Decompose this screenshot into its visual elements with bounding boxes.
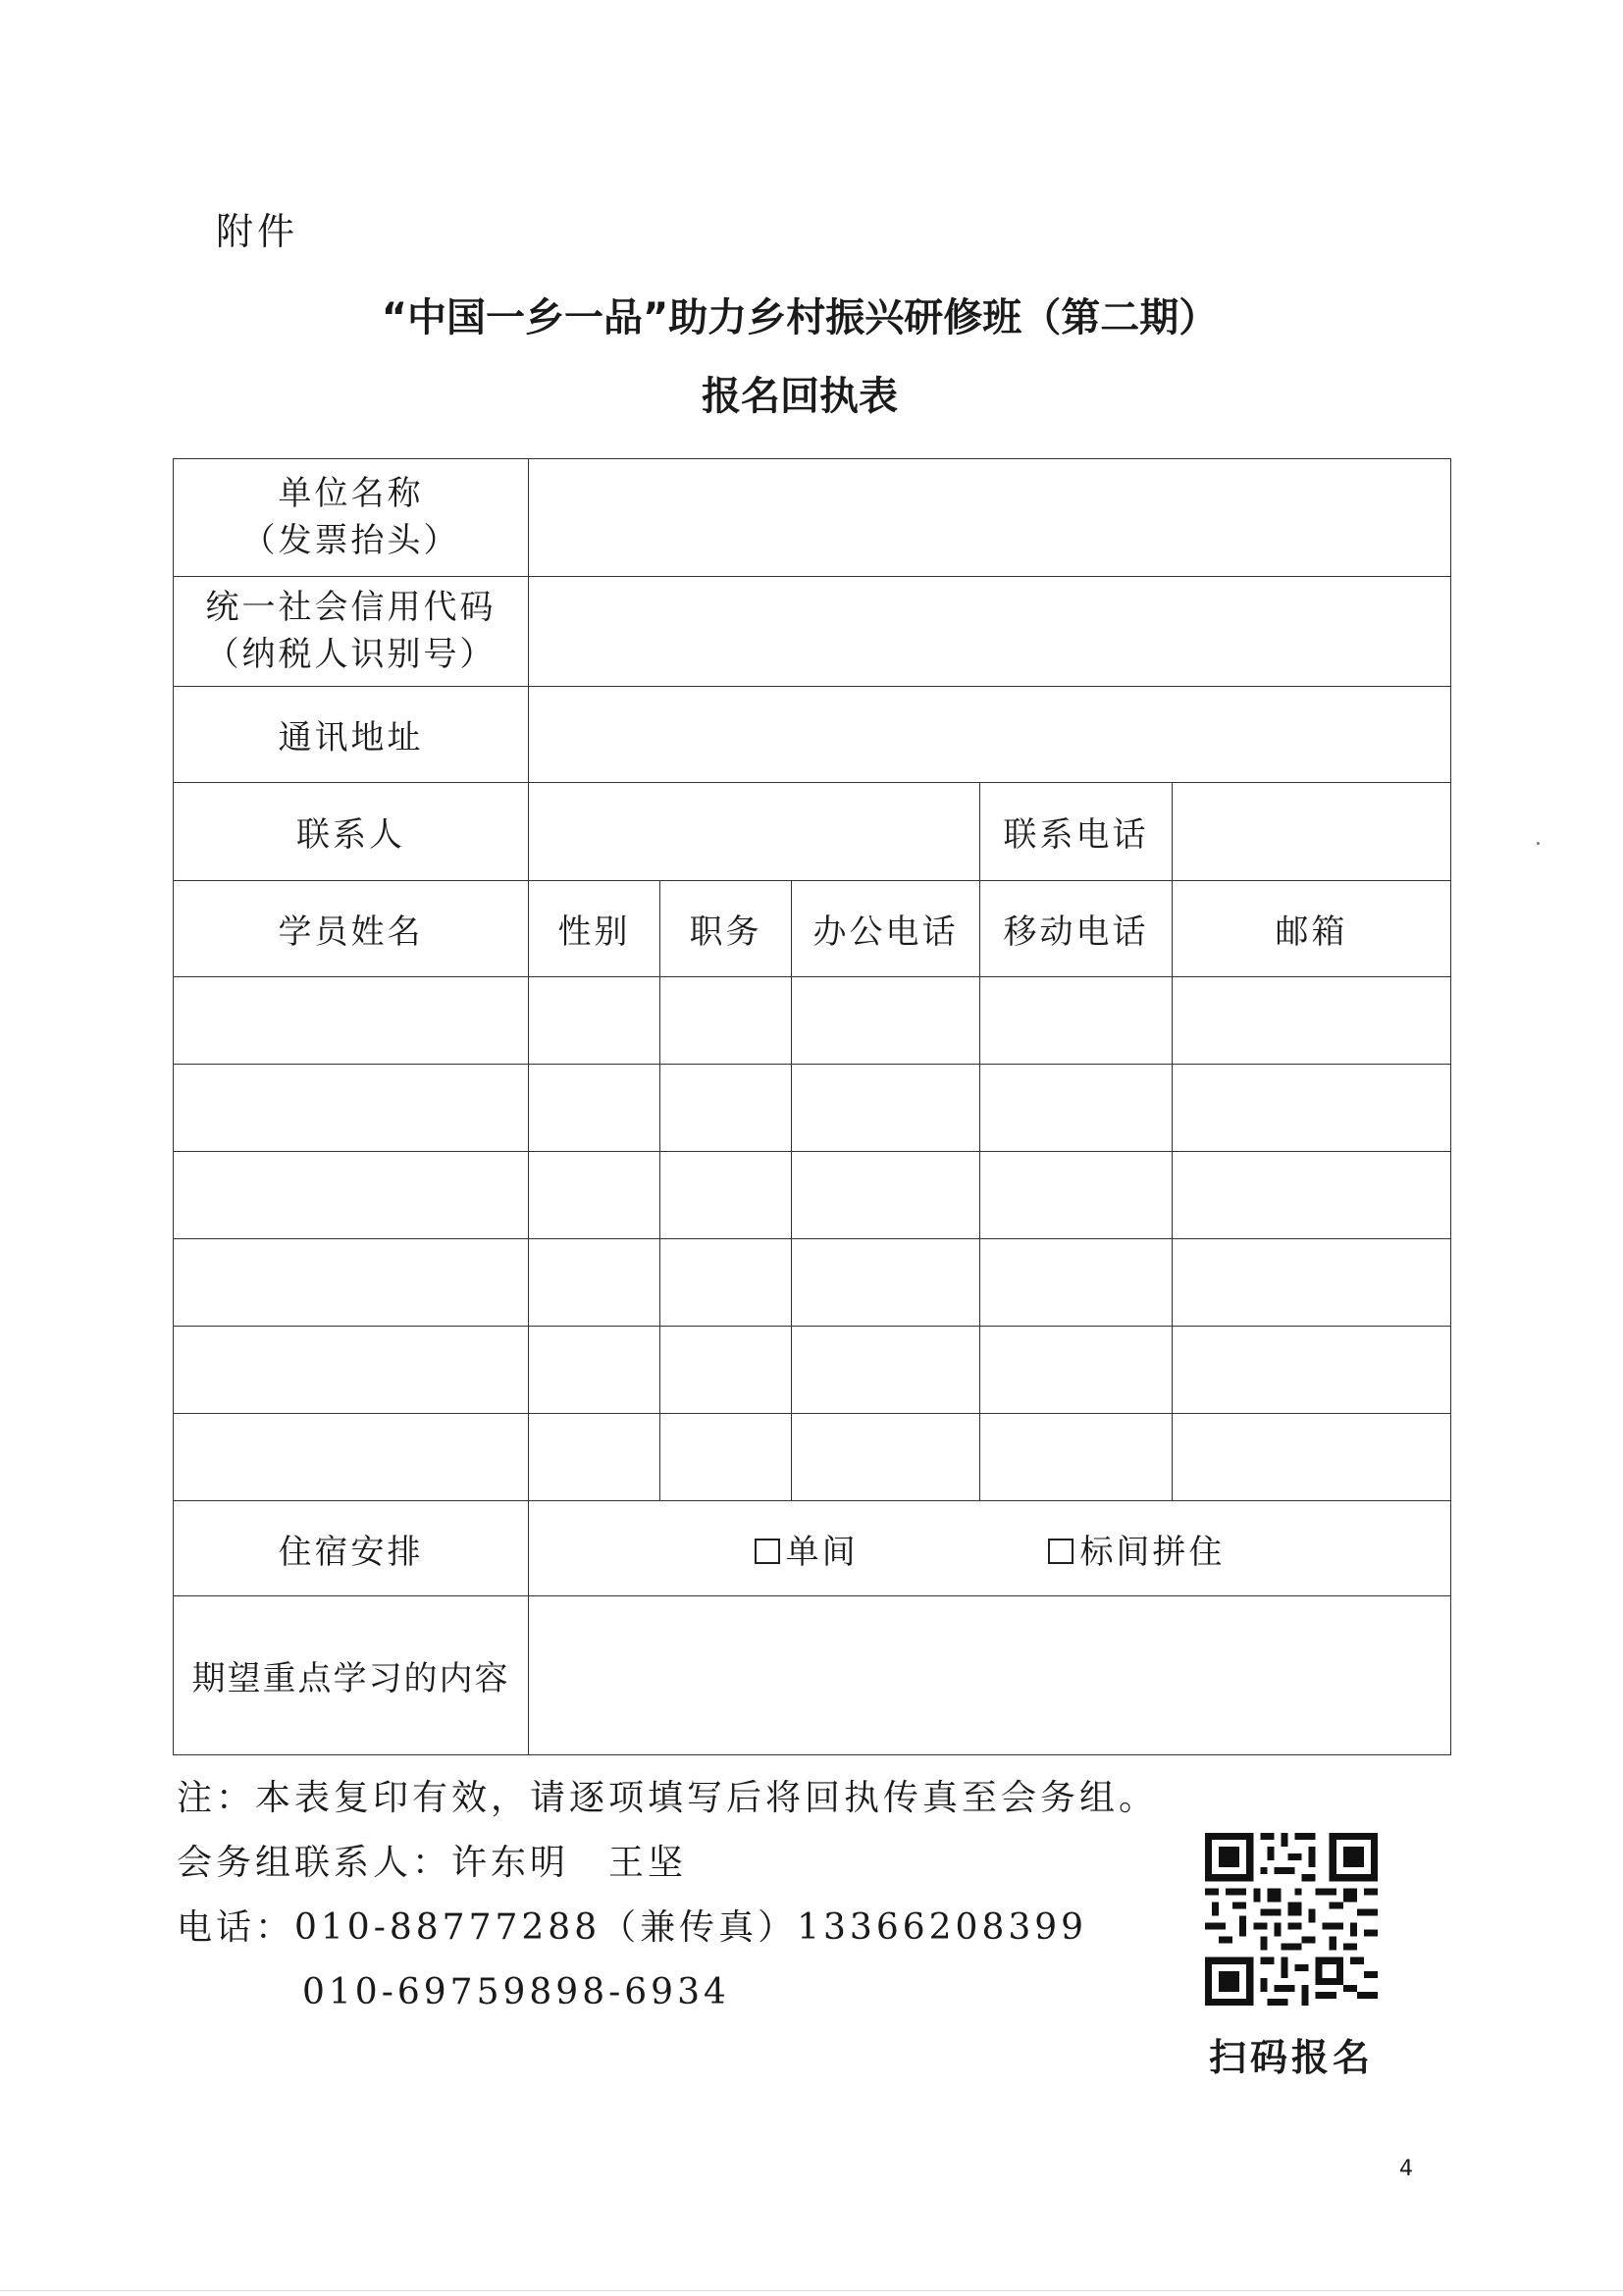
registration-qr-code[interactable] [1205, 1833, 1378, 2006]
student-email-cell[interactable] [1173, 1152, 1451, 1239]
student-mobile-phone-cell[interactable] [980, 1065, 1173, 1152]
qr-label: 扫码报名 [1208, 2036, 1374, 2079]
student-position-cell[interactable] [660, 1239, 792, 1327]
header-email: 邮箱 [1173, 881, 1451, 977]
note-text: 注：本表复印有效，请逐项填写后将回执传真至会务组。 [177, 1778, 1159, 1818]
student-name-cell[interactable] [174, 1065, 529, 1152]
student-office-phone-cell[interactable] [792, 1065, 980, 1152]
student-email-cell[interactable] [1173, 1414, 1451, 1501]
student-gender-cell[interactable] [529, 1152, 660, 1239]
learning-focus-field[interactable] [529, 1596, 1451, 1755]
shared-room-label: 标间拼住 [1079, 1532, 1226, 1572]
contact-person-label: 联系人 [174, 783, 529, 881]
student-gender-cell[interactable] [529, 1414, 660, 1501]
form-title: “中国一乡一品”助力乡村振兴研修班（第二期） [381, 295, 1219, 340]
address-field[interactable] [529, 687, 1451, 783]
student-mobile-phone-cell[interactable] [980, 1152, 1173, 1239]
student-mobile-phone-cell[interactable] [980, 1239, 1173, 1327]
contact-person-field[interactable] [529, 783, 980, 881]
form-subtitle: 报名回执表 [702, 374, 898, 419]
notes-section [177, 1766, 1158, 2025]
student-gender-cell[interactable] [529, 1239, 660, 1327]
contacts-text: 会务组联系人：许东明 王坚 [177, 1843, 688, 1883]
single-room-option[interactable] [755, 1525, 859, 1573]
student-name-cell[interactable] [174, 1327, 529, 1414]
student-gender-cell[interactable] [529, 1327, 660, 1414]
learning-focus-label: 期望重点学习的内容 [174, 1596, 529, 1755]
student-position-cell[interactable] [660, 1152, 792, 1239]
shared-room-option[interactable] [1048, 1525, 1225, 1573]
student-position-cell[interactable] [660, 1414, 792, 1501]
student-gender-cell[interactable] [529, 1065, 660, 1152]
credit-code-label: 统一社会信用代码 （纳税人识别号） [174, 577, 529, 687]
student-position-cell[interactable] [660, 1065, 792, 1152]
student-mobile-phone-cell[interactable] [980, 1414, 1173, 1501]
student-name-cell[interactable] [174, 1239, 529, 1327]
contact-phone-field[interactable] [1173, 783, 1451, 881]
scan-speck [1537, 842, 1540, 845]
student-mobile-phone-cell[interactable] [980, 1327, 1173, 1414]
student-office-phone-cell[interactable] [792, 1152, 980, 1239]
address-label: 通讯地址 [174, 687, 529, 783]
student-row [174, 1327, 1451, 1414]
student-office-phone-cell[interactable] [792, 1327, 980, 1414]
contact-phone-label: 联系电话 [980, 783, 1173, 881]
student-row [174, 1414, 1451, 1501]
student-email-cell[interactable] [1173, 1239, 1451, 1327]
student-position-cell[interactable] [660, 1327, 792, 1414]
header-position: 职务 [660, 881, 792, 977]
single-room-label: 单间 [785, 1532, 859, 1572]
registration-form-table [173, 458, 1451, 1755]
shared-room-checkbox[interactable] [1048, 1539, 1073, 1564]
org-name-label: 单位名称 （发票抬头） [174, 459, 529, 577]
phone-text-2: 010-69759898-6934 [302, 1972, 730, 2012]
page-edge-line [0, 2290, 1623, 2291]
org-name-field[interactable] [529, 459, 1451, 577]
student-email-cell[interactable] [1173, 1065, 1451, 1152]
student-office-phone-cell[interactable] [792, 1239, 980, 1327]
student-row [174, 977, 1451, 1065]
student-name-cell[interactable] [174, 1152, 529, 1239]
student-position-cell[interactable] [660, 977, 792, 1065]
phone-text: 电话：010-88777288（兼传真）13366208399 [177, 1907, 1088, 1948]
accommodation-label: 住宿安排 [174, 1501, 529, 1596]
header-office-phone: 办公电话 [792, 881, 980, 977]
page-number: 4 [1399, 2157, 1413, 2181]
header-gender: 性别 [529, 881, 660, 977]
student-office-phone-cell[interactable] [792, 1414, 980, 1501]
header-student-name: 学员姓名 [174, 881, 529, 977]
student-email-cell[interactable] [1173, 1327, 1451, 1414]
credit-code-field[interactable] [529, 577, 1451, 687]
student-name-cell[interactable] [174, 977, 529, 1065]
student-office-phone-cell[interactable] [792, 977, 980, 1065]
student-email-cell[interactable] [1173, 977, 1451, 1065]
attachment-label: 附件 [216, 210, 299, 253]
student-name-cell[interactable] [174, 1414, 529, 1501]
header-mobile-phone: 移动电话 [980, 881, 1173, 977]
single-room-checkbox[interactable] [755, 1539, 780, 1564]
student-row [174, 1239, 1451, 1327]
student-mobile-phone-cell[interactable] [980, 977, 1173, 1065]
accommodation-options [529, 1501, 1451, 1596]
student-row [174, 1152, 1451, 1239]
student-row [174, 1065, 1451, 1152]
student-gender-cell[interactable] [529, 977, 660, 1065]
